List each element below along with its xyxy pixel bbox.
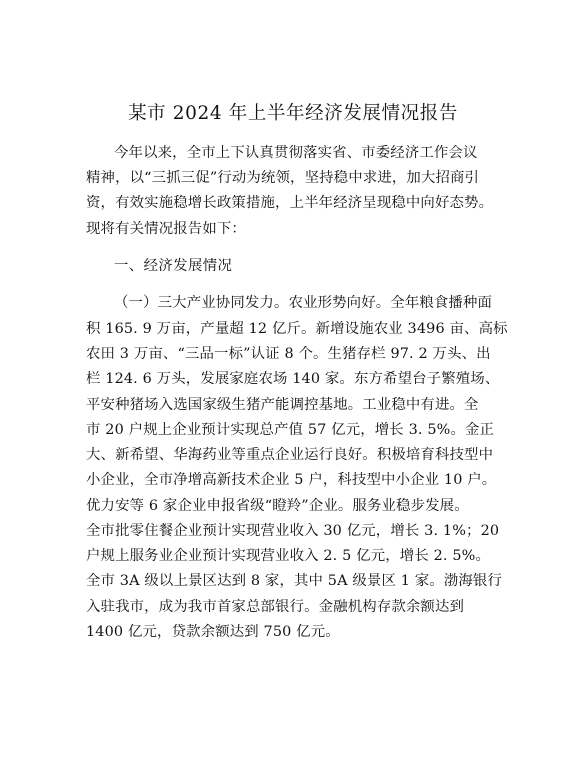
body-line: 栏 124. 6 万头，发展家庭农场 140 家。东方希望台子繁殖场、: [86, 371, 500, 387]
body-line: 大、新希望、华海药业等重点企业运行良好。积极培育科技型中: [86, 447, 494, 463]
body-line: 农田 3 万亩、“三品一标”认证 8 个。生猪存栏 97. 2 万头、出: [86, 346, 491, 362]
body-line: 平安种猪场入选国家级生猪产能调控基地。工业稳中有进。全: [86, 397, 479, 413]
body-line: 市 20 户规上企业预计实现总产值 57 亿元，增长 3. 5%。金正: [86, 422, 495, 438]
intro-line: 现将有关情况报告如下：: [86, 221, 246, 237]
intro-line: 今年以来，全市上下认真贯彻落实省、市委经济工作会议: [114, 145, 478, 161]
body-line: 入驻我市，成为我市首家总部银行。金融机构存款余额达到: [86, 599, 465, 615]
body-line: 小企业，全市净增高新技术企业 5 户，科技型中小企业 10 户。: [86, 472, 497, 488]
section-heading: 一、经济发展情况: [114, 258, 233, 274]
body-line: （一）三大产业协同发力。农业形势向好。全年粮食播种面: [114, 295, 493, 311]
document-title: 某市 2024 年上半年经济发展情况报告: [128, 103, 458, 124]
body-line: 户规上服务业企业预计实现营业收入 2. 5 亿元，增长 2. 5%。: [86, 548, 491, 564]
intro-line: 精神，以“三抓三促”行动为统领，坚持稳中求进，加大招商引: [86, 170, 480, 186]
body-line: 优力安等 6 家企业申报省级“瞪羚”企业。服务业稳步发展。: [86, 498, 469, 514]
body-line: 积 165. 9 万亩，产量超 12 亿斤。新增设施农业 3496 亩、高标: [86, 321, 508, 337]
body-line: 全市 3A 级以上景区达到 8 家，其中 5A 级景区 1 家。渤海银行: [86, 573, 502, 589]
body-line: 全市批零住餐企业预计实现营业收入 30 亿元，增长 3. 1%；20: [86, 523, 500, 539]
intro-line: 资，有效实施稳增长政策措施，上半年经济呈现稳中向好态势。: [86, 195, 494, 211]
body-line: 1400 亿元，贷款余额达到 750 亿元。: [86, 624, 340, 640]
